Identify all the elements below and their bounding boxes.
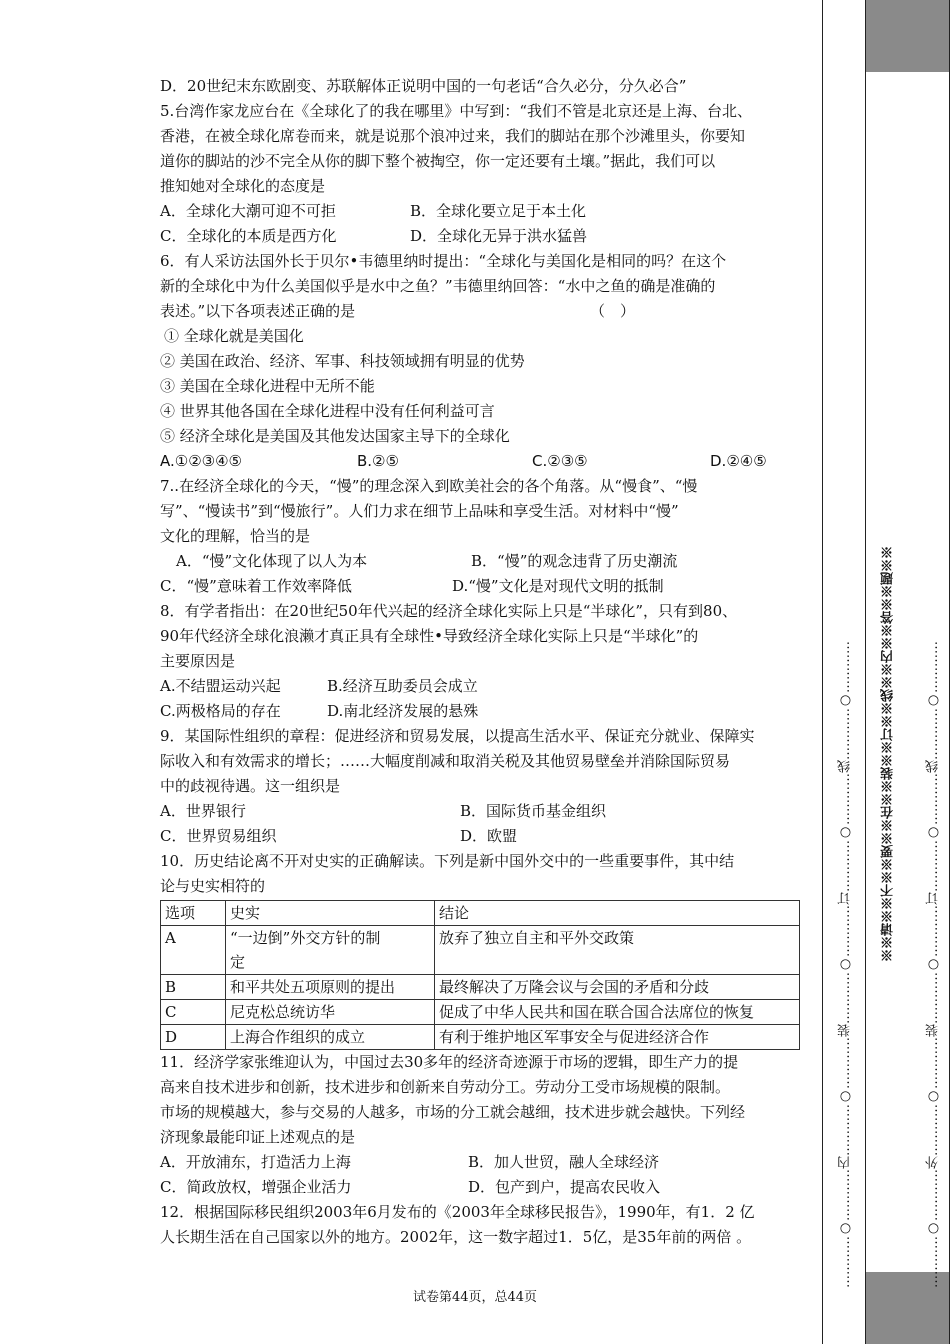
- text-line: 主要原因是: [160, 652, 236, 670]
- option-a: A．全球化大潮可迎不可拒: [160, 202, 336, 220]
- question-12: 12．根据国际移民组织2003年6月发布的《2003年全球移民报告》，1990年，有1．2 亿: [160, 1203, 755, 1221]
- inner-binding-line: …………○…………内…………○…………装…………○…………订…………○…………线…………○…………: [838, 641, 853, 1288]
- option-row: [160, 224, 800, 249]
- option-d: D.“慢”文化是对现代文明的抵制: [452, 577, 664, 595]
- text-line: D．20世纪末东欧剧变、苏联解体正说明中国的一句老话“合久必分，分久必合”: [160, 77, 687, 95]
- option-a: A.不结盟运动兴起: [160, 677, 281, 695]
- option-c: C．世界贸易组织: [160, 827, 277, 845]
- statement-item: ③ 美国在全球化进程中无所不能: [160, 377, 375, 395]
- text-line: 中的歧视待遇。这一组织是: [160, 777, 341, 795]
- text-line: 济现象最能印证上述观点的是: [160, 1128, 356, 1146]
- option-b: B．全球化要立足于本土化: [410, 202, 587, 220]
- table-cell: [226, 926, 435, 975]
- binding-strip-border: [865, 0, 866, 1344]
- option-d: D．全球化无异于洪水猛兽: [410, 227, 588, 245]
- text-line: 写”、“慢读书”到“慢旅行”。人们力求在细节上品味和享受生活。对材料中“慢”: [160, 502, 679, 520]
- question-6: 6．有人采访法国外长于贝尔•韦德里纳时提出：“全球化与美国化是相同的吗？在这个: [160, 252, 727, 270]
- table-cell: 有利于维护地区军事安全与促进经济合作: [435, 1025, 800, 1050]
- option-b: B.经济互助委员会成立: [327, 677, 478, 695]
- option-row: [160, 799, 800, 824]
- option-row: [160, 1175, 800, 1200]
- text-line: 道你的脚站的沙不完全从你的脚下整个被掏空，你一定还要有土壤。”据此，我们可以: [160, 152, 716, 170]
- option-c: C．简政放权，增强企业活力: [160, 1178, 352, 1196]
- table-cell: C: [161, 1000, 226, 1025]
- outer-binding-line: …………○…………外…………○…………装…………○…………订…………○…………线…………○…………: [926, 641, 941, 1288]
- option-a: A．世界银行: [160, 802, 246, 820]
- table-header-row: [161, 901, 800, 926]
- text-line: 香港，在被全球化席卷而来，就是说那个浪冲过来，我们的脚站在那个沙滩里头，你要知: [160, 127, 746, 145]
- text-line: 90年代经济全球化浪濑才真正具有全球性•导致经济全球化实际上只是“半球化”的: [160, 627, 699, 645]
- binding-border: [822, 0, 823, 1344]
- question-10: 10．历史结论离不开对史实的正确解读。下列是新中国外交中的一些重要事件，其中结: [160, 852, 735, 870]
- text-line: 论与史实相符的: [160, 877, 266, 895]
- text-line: 高来自技术进步和创新，技术进步和创新来自劳动分工。劳动分工受市场规模的限制。: [160, 1078, 731, 1096]
- option-a: A．开放浦东，打造活力上海: [160, 1153, 351, 1171]
- table-row: [161, 975, 800, 1000]
- table-cell: 放弃了独立自主和平外交政策: [435, 926, 800, 975]
- option-b: B．“慢”的观念违背了历史潮流: [471, 552, 678, 570]
- binding-band-top: [865, 0, 950, 72]
- table-cell: 和平共处五项原则的提出: [226, 975, 435, 1000]
- option-c: C．“慢”意味着工作效率降低: [160, 577, 352, 595]
- table-cell: 促成了中华人民共和国在联合国合法席位的恢复: [435, 1000, 800, 1025]
- question-7: 7..在经济全球化的今天，“慢”的理念深入到欧美社会的各个角落。从“慢食”、“慢: [160, 477, 698, 495]
- table-header-cell: 选项: [161, 901, 226, 926]
- option-a: A．“慢”文化体现了以人为本: [176, 552, 368, 570]
- table-cell: B: [161, 975, 226, 1000]
- table-cell: 尼克松总统访华: [226, 1000, 435, 1025]
- q10-table: [160, 900, 800, 1050]
- text-line-part: 表述。”以下各项表述正确的是: [160, 302, 356, 320]
- text-line: [160, 299, 800, 324]
- cell-line: “一边倒”外交方针的制: [230, 929, 381, 947]
- text-line: 文化的理解，恰当的是: [160, 527, 311, 545]
- table-cell: 最终解决了万隆会议与会国的矛盾和分歧: [435, 975, 800, 1000]
- option-row: [160, 1150, 800, 1175]
- option-b: B．加人世贸，融人全球经济: [468, 1153, 660, 1171]
- option-b: B.②⑤: [357, 452, 399, 470]
- binding-warning: ※※请※※不※※要※※在※※装※※订※※线※※内※※答※※题※※: [881, 546, 896, 962]
- option-row: [160, 449, 800, 474]
- question-8: 8．有学者指出：在20世纪50年代兴起的经济全球化实际上只是“半球化”，只有到80、: [160, 602, 738, 620]
- table-row: [161, 926, 800, 975]
- option-a: A.①②③④⑤: [160, 452, 243, 470]
- question-11: 11．经济学家张维迎认为，中国过去30多年的经济奇迹源于市场的逻辑，即生产力的提: [160, 1053, 739, 1071]
- option-d: D．包产到户，提高农民收入: [468, 1178, 661, 1196]
- option-row: [160, 199, 800, 224]
- statement-item: ① 全球化就是美国化: [164, 327, 304, 345]
- text-line: 新的全球化中为什么美国似乎是水中之鱼？”韦德里纳回答：“水中之鱼的确是准确的: [160, 277, 716, 295]
- text-line: 推知她对全球化的态度是: [160, 177, 326, 195]
- statement-item: ② 美国在政治、经济、军事、科技领域拥有明显的优势: [160, 352, 525, 370]
- option-d: D.南北经济发展的悬殊: [327, 702, 479, 720]
- option-d: D．欧盟: [460, 827, 518, 845]
- exam-content: [160, 74, 800, 1250]
- table-row: [161, 1000, 800, 1025]
- option-row: [160, 699, 800, 724]
- page-footer: 试卷第44页，总44页: [412, 1290, 538, 1305]
- table-row: [161, 1025, 800, 1050]
- statement-item: ④ 世界其他各国在全球化进程中没有任何利益可言: [160, 402, 495, 420]
- text-line: 人长期生活在自己国家以外的地方。2002年，这一数字超过1．5亿，是35年前的两倍 。: [160, 1228, 752, 1246]
- option-c: C.②③⑤: [532, 452, 588, 470]
- option-row: [160, 574, 800, 599]
- table-cell: A: [161, 926, 226, 975]
- question-5: 5.台湾作家龙应台在《全球化了的我在哪里》中写到：“我们不管是北京还是上海、台北、: [160, 102, 752, 120]
- table-cell: D: [161, 1025, 226, 1050]
- text-line: 际收入和有效需求的增长；……大幅度削减和取消关税及其他贸易壁垒并消除国际贸易: [160, 752, 731, 770]
- answer-paren: （ ）: [590, 302, 636, 320]
- table-cell: 上海合作组织的成立: [226, 1025, 435, 1050]
- text-line: 市场的规模越大，参与交易的人越多，市场的分工就会越细，技术进步就会越快。下列经: [160, 1103, 746, 1121]
- option-b: B．国际货币基金组织: [460, 802, 607, 820]
- table-header-cell: 史实: [226, 901, 435, 926]
- option-row: [160, 824, 800, 849]
- cell-line: 定: [230, 953, 246, 971]
- option-c: C．全球化的本质是西方化: [160, 227, 337, 245]
- option-row: [160, 549, 800, 574]
- question-9: 9．某国际性组织的章程：促进经济和贸易发展，以提高生活水平、保证充分就业、保障实: [160, 727, 755, 745]
- option-row: [160, 674, 800, 699]
- option-d: D.②④⑤: [710, 452, 767, 470]
- statement-item: ⑤ 经济全球化是美国及其他发达国家主导下的全球化: [160, 427, 510, 445]
- table-header-cell: 结论: [435, 901, 800, 926]
- option-c: C.两极格局的存在: [160, 702, 281, 720]
